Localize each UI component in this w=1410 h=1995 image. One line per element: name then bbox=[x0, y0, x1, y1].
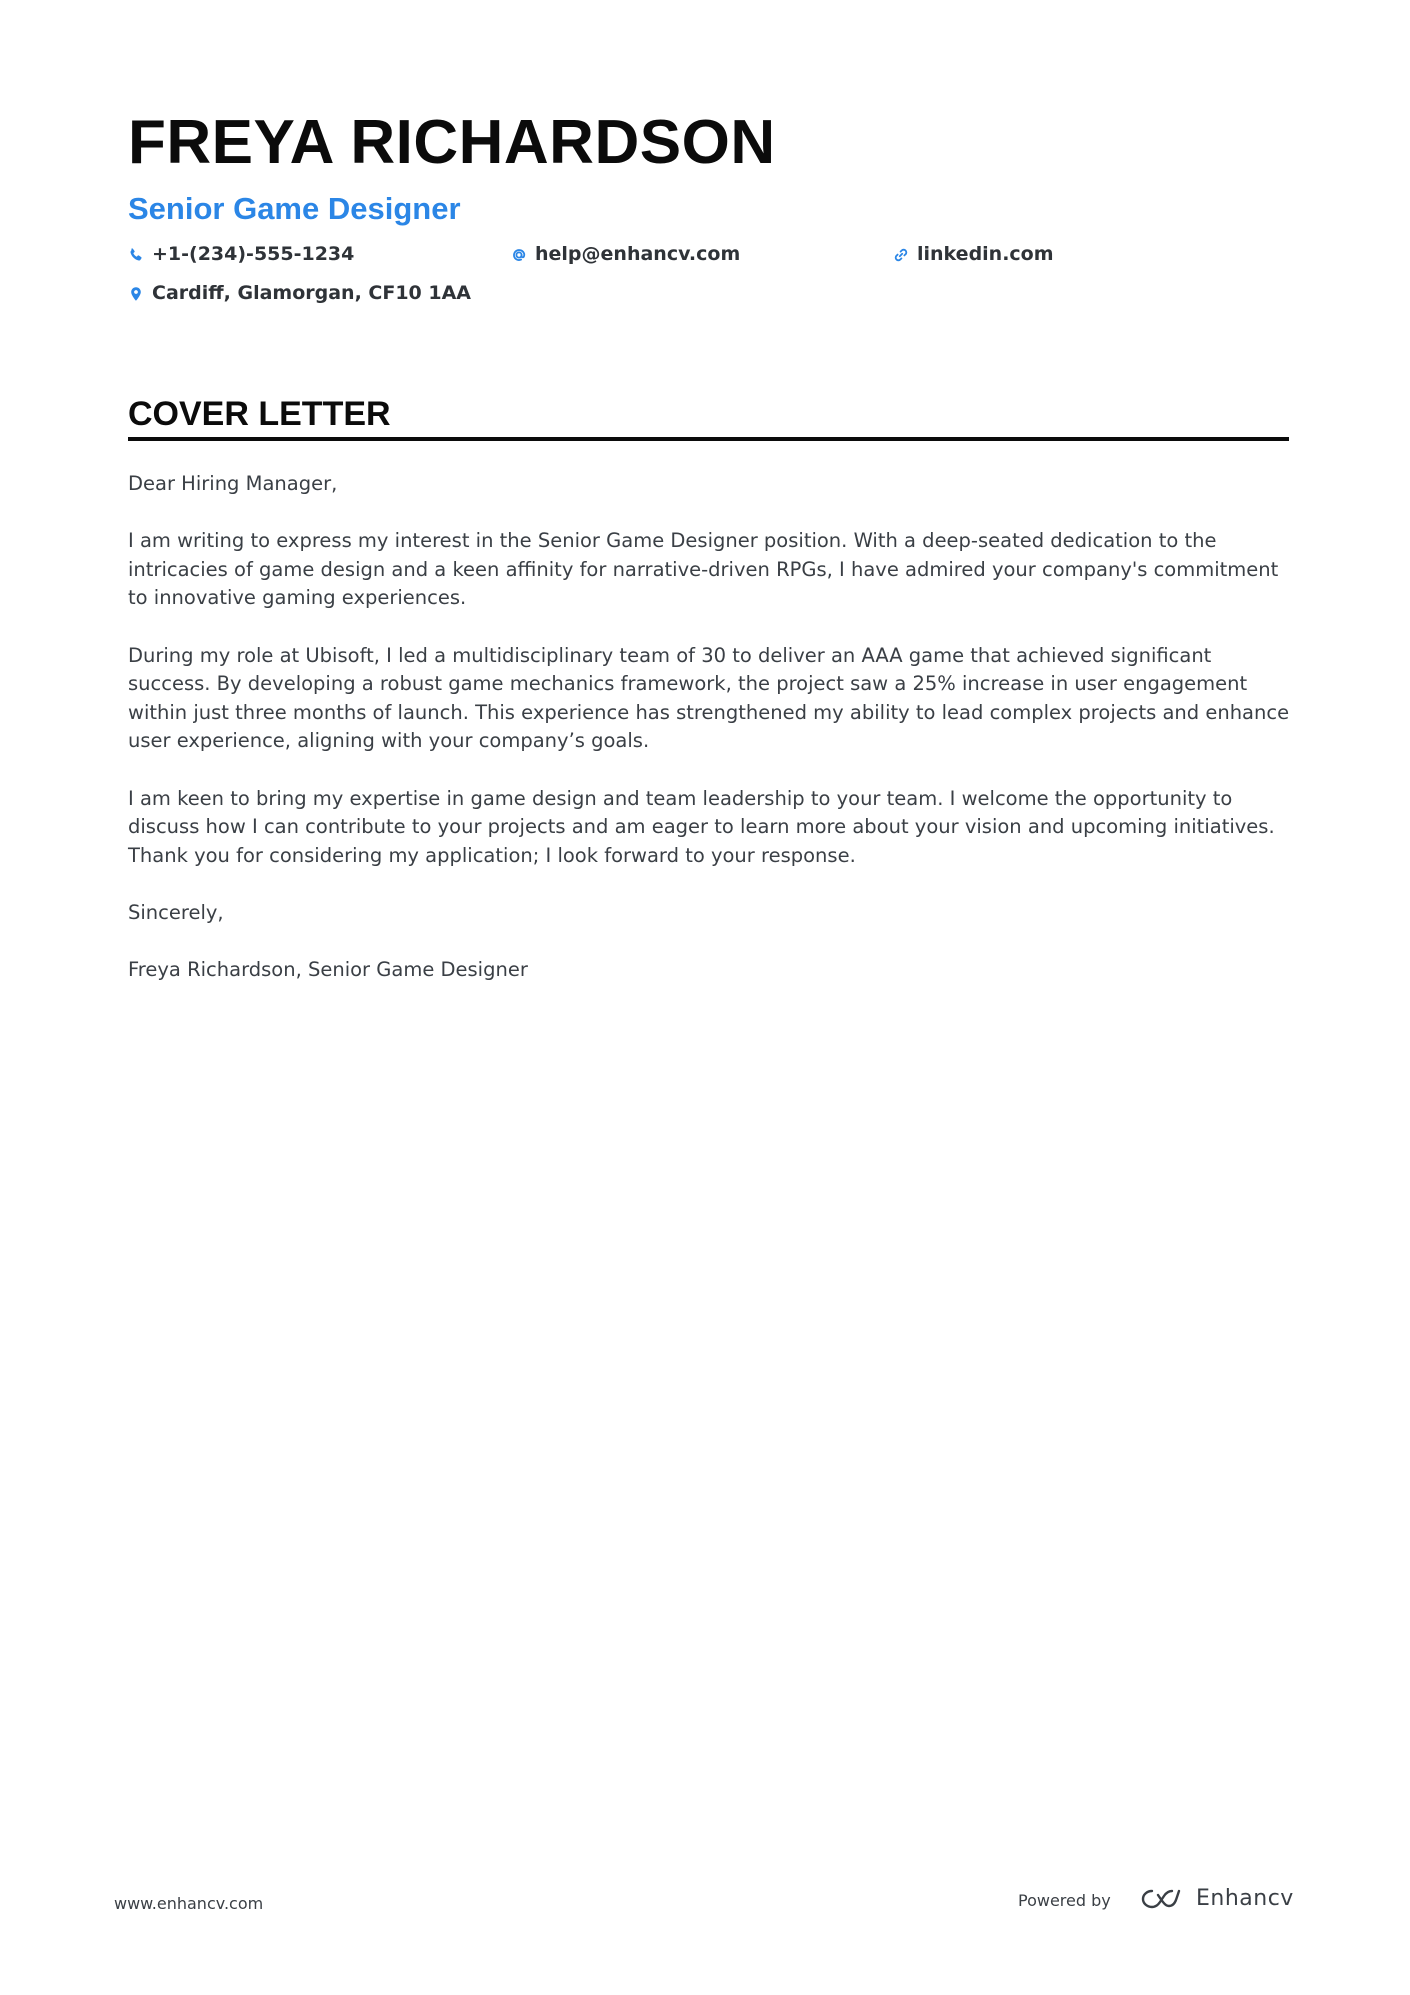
letter-paragraph: I am keen to bring my expertise in game design and team leadership to your team. I welcome the opportunity to discuss how I can contribute to your projects and am eager to learn more about your vision and upcoming initiatives. Thank you for considering my application; I look forward to your response. bbox=[128, 786, 1275, 867]
letter-greeting: Dear Hiring Manager, bbox=[128, 472, 338, 495]
section-title: COVER LETTER bbox=[128, 395, 391, 433]
letter-paragraph: I am writing to express my interest in the Senior Game Designer position. With a deep-seated dedication to the intricacies of game design and a keen affinity for narrative-driven RPGs, I have admired your company's commitment to innovative gaming experiences. bbox=[128, 529, 1279, 610]
letter-signature: Freya Richardson, Senior Game Designer bbox=[128, 958, 528, 982]
contact-email-text: help@enhancv.com bbox=[535, 243, 741, 265]
contact-email[interactable] bbox=[511, 245, 740, 264]
section-divider bbox=[128, 437, 1289, 441]
footer-powered-by: Powered by bbox=[1018, 1891, 1111, 1910]
contact-phone-text: +1-(234)-555-1234 bbox=[152, 243, 355, 265]
letter-paragraph: During my role at Ubisoft, I led a multidisciplinary team of 30 to deliver an AAA game that achieved significant success. By developing a robust game mechanics framework, the project saw a 25% increase in user engagement within just three months of launch. This experience has strengthened my ability to lead complex projects and enhance user experience, aligning with your company’s goals. bbox=[128, 643, 1290, 753]
contact-location-text: Cardiff, Glamorgan, CF10 1AA bbox=[152, 282, 472, 304]
at-icon bbox=[511, 247, 527, 263]
contact-link[interactable] bbox=[893, 245, 1054, 264]
contact-phone bbox=[128, 245, 354, 264]
link-icon bbox=[893, 247, 909, 263]
footer-url[interactable]: www.enhancv.com bbox=[114, 1894, 264, 1913]
candidate-name: FREYA RICHARDSON bbox=[128, 108, 776, 177]
letter-body bbox=[128, 470, 1294, 1013]
letter-closing: Sincerely, bbox=[128, 900, 224, 924]
phone-icon bbox=[128, 247, 144, 263]
enhancv-logo[interactable] bbox=[1138, 1886, 1294, 1912]
contact-location bbox=[128, 284, 471, 303]
candidate-title: Senior Game Designer bbox=[128, 191, 461, 226]
enhancv-logo-text: Enhancv bbox=[1196, 1886, 1294, 1911]
contact-link-text: linkedin.com bbox=[917, 243, 1054, 265]
location-pin-icon bbox=[128, 286, 144, 302]
enhancv-logo-icon bbox=[1138, 1886, 1184, 1912]
